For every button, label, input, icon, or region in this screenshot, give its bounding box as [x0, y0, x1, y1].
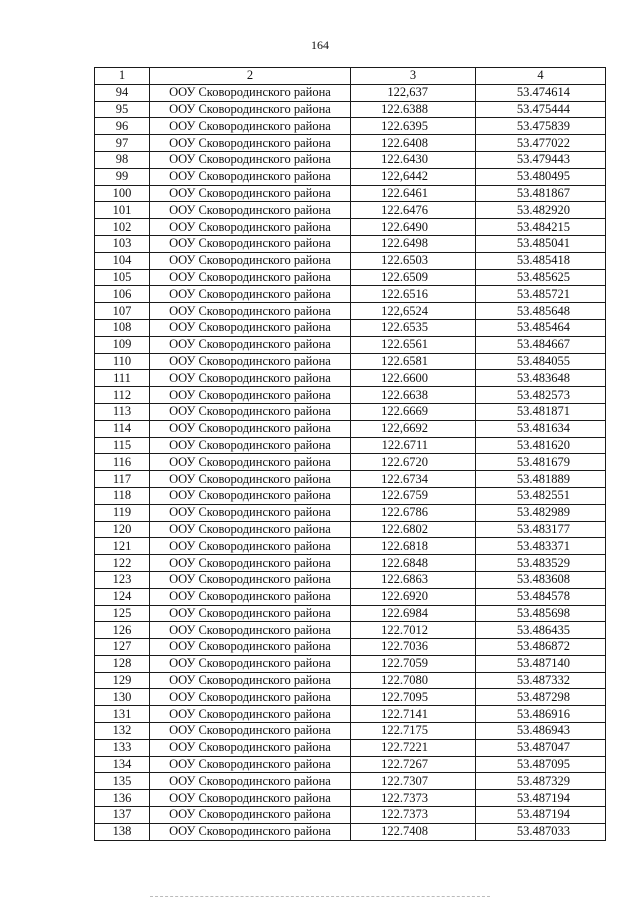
table-row — [95, 672, 606, 689]
table-row — [95, 790, 606, 807]
owner-cell: ООУ Сковородинского района — [150, 252, 351, 269]
latitude-cell: 53.475444 — [476, 101, 606, 118]
row-number-cell: 103 — [95, 235, 150, 252]
owner-cell: ООУ Сковородинского района — [150, 521, 351, 538]
longitude-cell: 122.6498 — [351, 235, 476, 252]
row-number-cell: 124 — [95, 588, 150, 605]
row-number-cell: 136 — [95, 790, 150, 807]
row-number-cell: 97 — [95, 135, 150, 152]
latitude-cell: 53.481620 — [476, 437, 606, 454]
owner-cell: ООУ Сковородинского района — [150, 336, 351, 353]
row-number-cell: 125 — [95, 605, 150, 622]
owner-cell: ООУ Сковородинского района — [150, 269, 351, 286]
row-number-cell: 123 — [95, 571, 150, 588]
latitude-cell: 53.474614 — [476, 84, 606, 101]
longitude-cell: 122.6818 — [351, 538, 476, 555]
longitude-cell: 122.6759 — [351, 487, 476, 504]
longitude-cell: 122.6848 — [351, 555, 476, 572]
latitude-cell: 53.486872 — [476, 639, 606, 656]
table-row — [95, 336, 606, 353]
table-row — [95, 756, 606, 773]
latitude-cell: 53.486435 — [476, 622, 606, 639]
longitude-cell: 122,637 — [351, 84, 476, 101]
table-row — [95, 588, 606, 605]
table-row — [95, 773, 606, 790]
table-row — [95, 101, 606, 118]
longitude-cell: 122.7059 — [351, 655, 476, 672]
owner-cell: ООУ Сковородинского района — [150, 118, 351, 135]
row-number-cell: 113 — [95, 403, 150, 420]
longitude-cell: 122.6388 — [351, 101, 476, 118]
latitude-cell: 53.485648 — [476, 303, 606, 320]
owner-cell: ООУ Сковородинского района — [150, 168, 351, 185]
row-number-cell: 116 — [95, 454, 150, 471]
latitude-cell: 53.485698 — [476, 605, 606, 622]
latitude-cell: 53.481871 — [476, 403, 606, 420]
longitude-cell: 122.6863 — [351, 571, 476, 588]
longitude-cell: 122.6561 — [351, 336, 476, 353]
longitude-cell: 122.7095 — [351, 689, 476, 706]
owner-cell: ООУ Сковородинского района — [150, 655, 351, 672]
owner-cell: ООУ Сковородинского района — [150, 403, 351, 420]
longitude-cell: 122.7036 — [351, 639, 476, 656]
longitude-cell: 122.6516 — [351, 286, 476, 303]
latitude-cell: 53.487332 — [476, 672, 606, 689]
table-row — [95, 706, 606, 723]
row-number-cell: 131 — [95, 706, 150, 723]
longitude-cell: 122.7221 — [351, 739, 476, 756]
row-number-cell: 99 — [95, 168, 150, 185]
table-row — [95, 655, 606, 672]
coordinates-table — [94, 67, 606, 841]
row-number-cell: 132 — [95, 723, 150, 740]
row-number-cell: 134 — [95, 756, 150, 773]
table-row — [95, 723, 606, 740]
owner-cell: ООУ Сковородинского района — [150, 303, 351, 320]
owner-cell: ООУ Сковородинского района — [150, 286, 351, 303]
latitude-cell: 53.483529 — [476, 555, 606, 572]
latitude-cell: 53.481889 — [476, 471, 606, 488]
longitude-cell: 122,6692 — [351, 420, 476, 437]
owner-cell: ООУ Сковородинского района — [150, 823, 351, 840]
row-number-cell: 112 — [95, 387, 150, 404]
latitude-cell: 53.481679 — [476, 454, 606, 471]
table-row — [95, 487, 606, 504]
table-row — [95, 319, 606, 336]
row-number-cell: 115 — [95, 437, 150, 454]
table-row — [95, 807, 606, 824]
row-number-cell: 121 — [95, 538, 150, 555]
longitude-cell: 122.6476 — [351, 202, 476, 219]
row-number-cell: 104 — [95, 252, 150, 269]
row-number-cell: 100 — [95, 185, 150, 202]
latitude-cell: 53.482573 — [476, 387, 606, 404]
table-row — [95, 504, 606, 521]
latitude-cell: 53.482551 — [476, 487, 606, 504]
longitude-cell: 122.6503 — [351, 252, 476, 269]
owner-cell: ООУ Сковородинского района — [150, 219, 351, 236]
row-number-cell: 106 — [95, 286, 150, 303]
owner-cell: ООУ Сковородинского района — [150, 756, 351, 773]
row-number-cell: 105 — [95, 269, 150, 286]
longitude-cell: 122.6984 — [351, 605, 476, 622]
latitude-cell: 53.484215 — [476, 219, 606, 236]
latitude-cell: 53.487298 — [476, 689, 606, 706]
latitude-cell: 53.487047 — [476, 739, 606, 756]
row-number-cell: 109 — [95, 336, 150, 353]
row-number-cell: 137 — [95, 807, 150, 824]
longitude-cell: 122.6461 — [351, 185, 476, 202]
table-row — [95, 202, 606, 219]
table-row — [95, 269, 606, 286]
table-row — [95, 538, 606, 555]
longitude-cell: 122.6734 — [351, 471, 476, 488]
owner-cell: ООУ Сковородинского района — [150, 571, 351, 588]
latitude-cell: 53.477022 — [476, 135, 606, 152]
owner-cell: ООУ Сковородинского района — [150, 538, 351, 555]
table-row — [95, 370, 606, 387]
longitude-cell: 122.6720 — [351, 454, 476, 471]
table-row — [95, 454, 606, 471]
latitude-cell: 53.487329 — [476, 773, 606, 790]
row-number-cell: 95 — [95, 101, 150, 118]
owner-cell: ООУ Сковородинского района — [150, 672, 351, 689]
longitude-cell: 122.6920 — [351, 588, 476, 605]
table-row — [95, 118, 606, 135]
owner-cell: ООУ Сковородинского района — [150, 723, 351, 740]
latitude-cell: 53.484667 — [476, 336, 606, 353]
table-row — [95, 403, 606, 420]
owner-cell: ООУ Сковородинского района — [150, 437, 351, 454]
row-number-cell: 111 — [95, 370, 150, 387]
owner-cell: ООУ Сковородинского района — [150, 202, 351, 219]
column-header-4: 4 — [476, 68, 606, 85]
table-row — [95, 303, 606, 320]
latitude-cell: 53.484055 — [476, 353, 606, 370]
longitude-cell: 122,6442 — [351, 168, 476, 185]
owner-cell: ООУ Сковородинского района — [150, 151, 351, 168]
table-body — [95, 84, 606, 840]
owner-cell: ООУ Сковородинского района — [150, 471, 351, 488]
row-number-cell: 98 — [95, 151, 150, 168]
longitude-cell: 122.6802 — [351, 521, 476, 538]
row-number-cell: 108 — [95, 319, 150, 336]
table-row — [95, 135, 606, 152]
owner-cell: ООУ Сковородинского района — [150, 185, 351, 202]
owner-cell: ООУ Сковородинского района — [150, 235, 351, 252]
longitude-cell: 122.6669 — [351, 403, 476, 420]
table-row — [95, 471, 606, 488]
owner-cell: ООУ Сковородинского района — [150, 605, 351, 622]
owner-cell: ООУ Сковородинского района — [150, 420, 351, 437]
longitude-cell: 122.7012 — [351, 622, 476, 639]
owner-cell: ООУ Сковородинского района — [150, 454, 351, 471]
owner-cell: ООУ Сковородинского района — [150, 689, 351, 706]
latitude-cell: 53.487194 — [476, 790, 606, 807]
longitude-cell: 122.7373 — [351, 790, 476, 807]
page-number: 164 — [311, 38, 329, 52]
table-row — [95, 555, 606, 572]
owner-cell: ООУ Сковородинского района — [150, 739, 351, 756]
longitude-cell: 122.6711 — [351, 437, 476, 454]
table-row — [95, 639, 606, 656]
row-number-cell: 117 — [95, 471, 150, 488]
scan-footer-marks — [150, 896, 490, 898]
column-header-3: 3 — [351, 68, 476, 85]
latitude-cell: 53.486943 — [476, 723, 606, 740]
row-number-cell: 110 — [95, 353, 150, 370]
latitude-cell: 53.481634 — [476, 420, 606, 437]
owner-cell: ООУ Сковородинского района — [150, 504, 351, 521]
row-number-cell: 114 — [95, 420, 150, 437]
longitude-cell: 122.6535 — [351, 319, 476, 336]
owner-cell: ООУ Сковородинского района — [150, 588, 351, 605]
table-row — [95, 353, 606, 370]
table-row — [95, 823, 606, 840]
row-number-cell: 96 — [95, 118, 150, 135]
owner-cell: ООУ Сковородинского района — [150, 622, 351, 639]
latitude-cell: 53.484578 — [476, 588, 606, 605]
row-number-cell: 118 — [95, 487, 150, 504]
latitude-cell: 53.485041 — [476, 235, 606, 252]
latitude-cell: 53.481867 — [476, 185, 606, 202]
column-header-2: 2 — [150, 68, 351, 85]
latitude-cell: 53.487140 — [476, 655, 606, 672]
table-header-row — [95, 68, 606, 85]
owner-cell: ООУ Сковородинского района — [150, 84, 351, 101]
row-number-cell: 94 — [95, 84, 150, 101]
row-number-cell: 135 — [95, 773, 150, 790]
longitude-cell: 122.6509 — [351, 269, 476, 286]
longitude-cell: 122.7080 — [351, 672, 476, 689]
owner-cell: ООУ Сковородинского района — [150, 773, 351, 790]
owner-cell: ООУ Сковородинского района — [150, 790, 351, 807]
latitude-cell: 53.479443 — [476, 151, 606, 168]
latitude-cell: 53.485418 — [476, 252, 606, 269]
latitude-cell: 53.485625 — [476, 269, 606, 286]
row-number-cell: 130 — [95, 689, 150, 706]
owner-cell: ООУ Сковородинского района — [150, 353, 351, 370]
table-row — [95, 219, 606, 236]
column-header-1: 1 — [95, 68, 150, 85]
row-number-cell: 127 — [95, 639, 150, 656]
row-number-cell: 120 — [95, 521, 150, 538]
owner-cell: ООУ Сковородинского района — [150, 639, 351, 656]
owner-cell: ООУ Сковородинского района — [150, 387, 351, 404]
table-row — [95, 739, 606, 756]
longitude-cell: 122.6581 — [351, 353, 476, 370]
table-row — [95, 521, 606, 538]
latitude-cell: 53.486916 — [476, 706, 606, 723]
table-row — [95, 622, 606, 639]
row-number-cell: 138 — [95, 823, 150, 840]
table-row — [95, 689, 606, 706]
longitude-cell: 122.7408 — [351, 823, 476, 840]
latitude-cell: 53.483177 — [476, 521, 606, 538]
table-row — [95, 151, 606, 168]
latitude-cell: 53.480495 — [476, 168, 606, 185]
longitude-cell: 122.7307 — [351, 773, 476, 790]
longitude-cell: 122.6408 — [351, 135, 476, 152]
owner-cell: ООУ Сковородинского района — [150, 555, 351, 572]
table-row — [95, 84, 606, 101]
owner-cell: ООУ Сковородинского района — [150, 319, 351, 336]
table-row — [95, 168, 606, 185]
table-row — [95, 252, 606, 269]
owner-cell: ООУ Сковородинского района — [150, 487, 351, 504]
table-row — [95, 420, 606, 437]
longitude-cell: 122.6395 — [351, 118, 476, 135]
latitude-cell: 53.482989 — [476, 504, 606, 521]
row-number-cell: 119 — [95, 504, 150, 521]
owner-cell: ООУ Сковородинского района — [150, 135, 351, 152]
longitude-cell: 122,6524 — [351, 303, 476, 320]
row-number-cell: 129 — [95, 672, 150, 689]
row-number-cell: 133 — [95, 739, 150, 756]
table-row — [95, 605, 606, 622]
owner-cell: ООУ Сковородинского района — [150, 101, 351, 118]
latitude-cell: 53.487194 — [476, 807, 606, 824]
latitude-cell: 53.487033 — [476, 823, 606, 840]
longitude-cell: 122.6638 — [351, 387, 476, 404]
latitude-cell: 53.485464 — [476, 319, 606, 336]
longitude-cell: 122.7373 — [351, 807, 476, 824]
latitude-cell: 53.485721 — [476, 286, 606, 303]
table-row — [95, 571, 606, 588]
longitude-cell: 122.7141 — [351, 706, 476, 723]
longitude-cell: 122.6490 — [351, 219, 476, 236]
row-number-cell: 107 — [95, 303, 150, 320]
owner-cell: ООУ Сковородинского района — [150, 370, 351, 387]
table-row — [95, 387, 606, 404]
table-row — [95, 437, 606, 454]
latitude-cell: 53.483648 — [476, 370, 606, 387]
longitude-cell: 122.7175 — [351, 723, 476, 740]
latitude-cell: 53.483371 — [476, 538, 606, 555]
row-number-cell: 128 — [95, 655, 150, 672]
row-number-cell: 101 — [95, 202, 150, 219]
row-number-cell: 122 — [95, 555, 150, 572]
row-number-cell: 126 — [95, 622, 150, 639]
owner-cell: ООУ Сковородинского района — [150, 807, 351, 824]
longitude-cell: 122.6786 — [351, 504, 476, 521]
latitude-cell: 53.483608 — [476, 571, 606, 588]
table-row — [95, 286, 606, 303]
latitude-cell: 53.475839 — [476, 118, 606, 135]
table-row — [95, 185, 606, 202]
latitude-cell: 53.482920 — [476, 202, 606, 219]
row-number-cell: 102 — [95, 219, 150, 236]
owner-cell: ООУ Сковородинского района — [150, 706, 351, 723]
latitude-cell: 53.487095 — [476, 756, 606, 773]
longitude-cell: 122.6430 — [351, 151, 476, 168]
longitude-cell: 122.6600 — [351, 370, 476, 387]
longitude-cell: 122.7267 — [351, 756, 476, 773]
table-row — [95, 235, 606, 252]
